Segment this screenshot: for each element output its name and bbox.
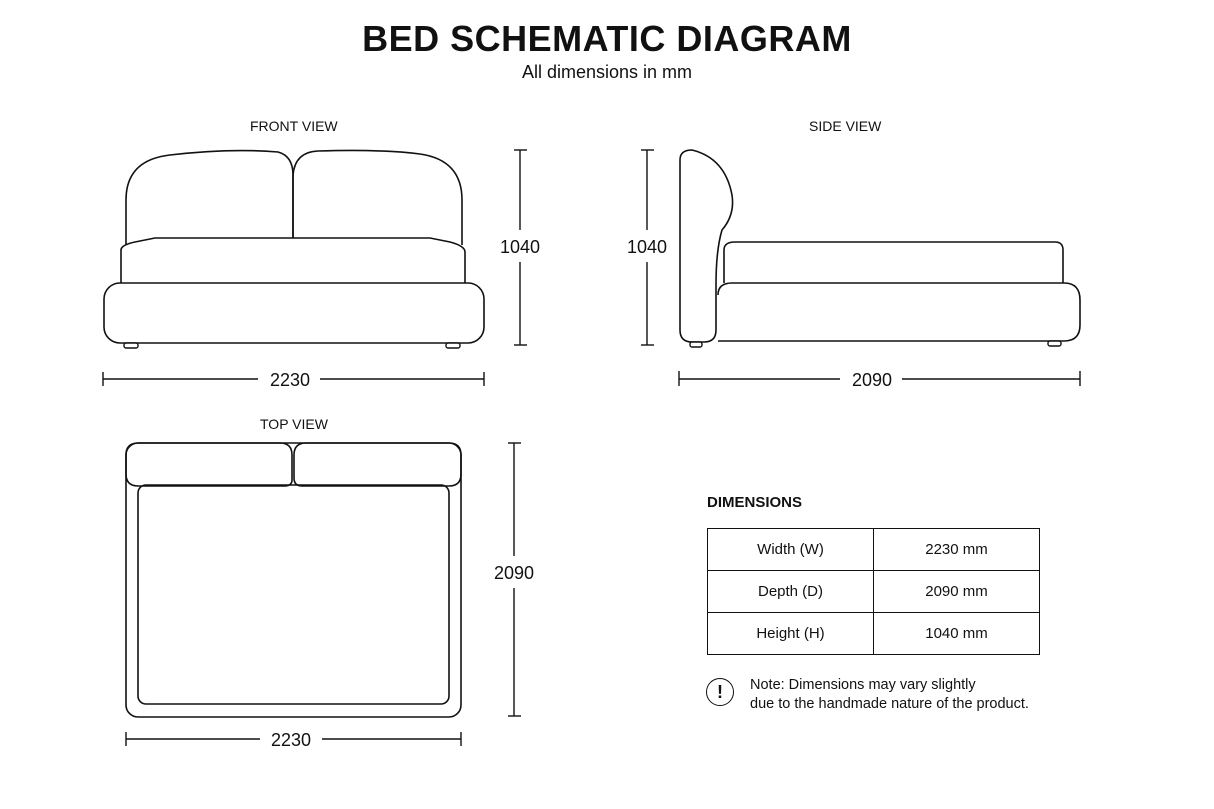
table-row xyxy=(708,613,1040,655)
side-base xyxy=(718,283,1080,341)
side-view-label: SIDE VIEW xyxy=(809,118,882,134)
dimensions-title: DIMENSIONS xyxy=(707,494,803,511)
dimension-value: 2090 mm xyxy=(874,571,1040,613)
side-depth-value: 2090 xyxy=(851,370,893,390)
note-line-1: Note: Dimensions may vary slightly xyxy=(750,677,976,693)
side-mattress xyxy=(724,242,1063,283)
top-headboard-right xyxy=(294,443,461,486)
front-view-drawing xyxy=(104,150,484,348)
front-headboard-left xyxy=(126,151,293,245)
top-view-drawing xyxy=(126,443,461,717)
side-depth-dimension xyxy=(679,370,1080,390)
dimension-label: Depth (D) xyxy=(708,571,874,613)
top-width-value: 2230 xyxy=(270,730,312,750)
front-headboard-right xyxy=(293,150,462,245)
top-mattress-outline xyxy=(138,485,449,704)
dimension-value: 1040 mm xyxy=(874,613,1040,655)
front-foot-left xyxy=(124,343,138,348)
front-width-value: 2230 xyxy=(269,370,311,390)
dimension-label: Height (H) xyxy=(708,613,874,655)
top-depth-value: 2090 xyxy=(493,563,535,583)
front-width-dimension xyxy=(103,370,484,390)
front-view-label: FRONT VIEW xyxy=(250,118,338,134)
alert-circle-icon: ! xyxy=(706,678,734,706)
top-base-outline xyxy=(126,443,461,717)
front-mattress xyxy=(121,238,465,283)
front-base xyxy=(104,283,484,343)
top-width-dimension xyxy=(126,730,461,750)
note-text xyxy=(750,676,1029,714)
side-view-drawing xyxy=(680,150,1080,347)
note-line-2: due to the handmade nature of the product. xyxy=(750,696,1029,712)
note xyxy=(706,676,1029,714)
dimension-label: Width (W) xyxy=(708,529,874,571)
side-height-value: 1040 xyxy=(626,237,668,257)
front-height-dimension xyxy=(500,150,540,345)
page-title: BED SCHEMATIC DIAGRAM xyxy=(362,18,852,59)
top-depth-dimension xyxy=(494,443,534,716)
side-foot-left xyxy=(690,342,702,347)
table-row xyxy=(708,571,1040,613)
side-height-dimension xyxy=(627,150,667,345)
dimensions-table xyxy=(707,528,1040,655)
front-foot-right xyxy=(446,343,460,348)
dimension-value: 2230 mm xyxy=(874,529,1040,571)
table-row xyxy=(708,529,1040,571)
top-view-label: TOP VIEW xyxy=(260,416,328,432)
page-subtitle: All dimensions in mm xyxy=(521,62,693,82)
top-headboard-left xyxy=(126,443,292,486)
side-foot-right xyxy=(1048,341,1061,346)
front-height-value: 1040 xyxy=(499,237,541,257)
